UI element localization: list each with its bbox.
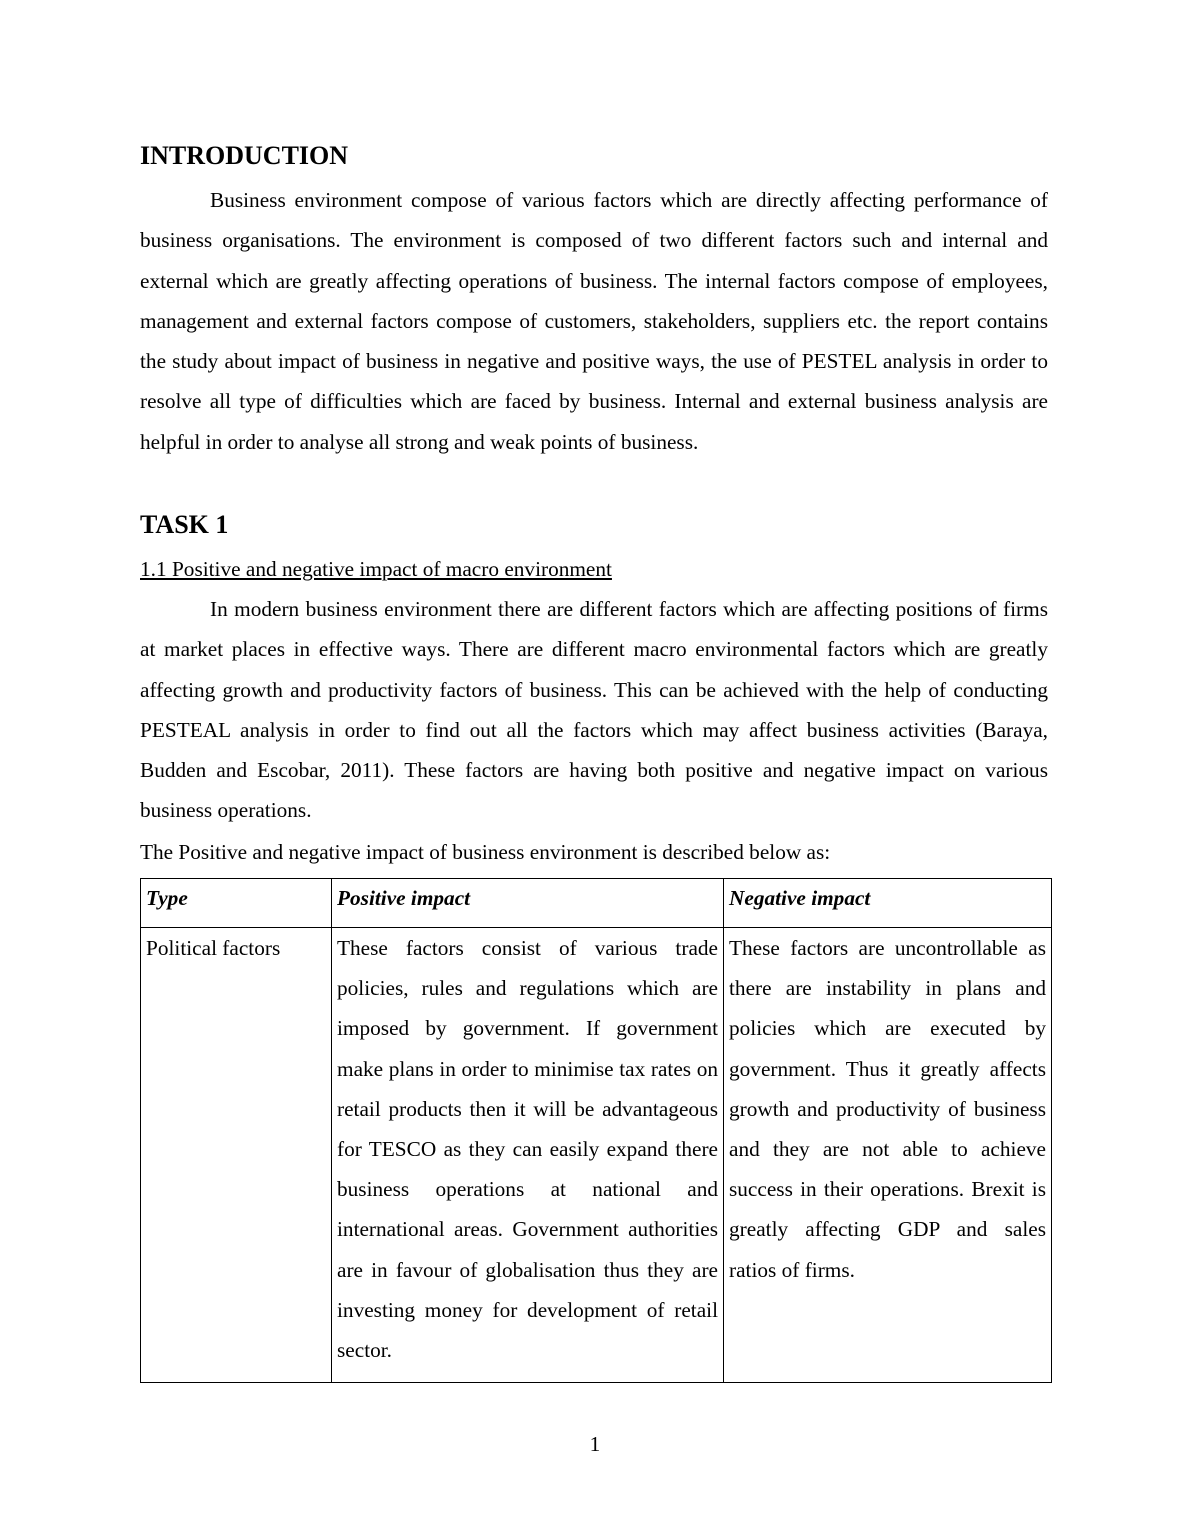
section-1-1-subheading: 1.1 Positive and negative impact of macro environment — [140, 557, 612, 581]
header-type: Type — [141, 879, 332, 928]
header-positive-impact: Positive impact — [332, 879, 724, 928]
introduction-paragraph: Business environment compose of various factors which are directly affecting performance of business organisations. The environment is composed of two different factors such and internal and external which are greatly affecting operations of business. The internal factors compose of employees, management and external factors compose of customers, stakeholders, suppliers etc. the report contains the study about impact of business in negative and positive ways, the use of PESTEL analysis in order to resolve all type of difficulties which are faced by business. Internal and external business analysis are helpful in order to analyse all strong and weak points of business. — [140, 188, 1048, 454]
header-negative-impact: Negative impact — [724, 879, 1052, 928]
introduction-heading: INTRODUCTION — [140, 141, 349, 170]
task1-heading: TASK 1 — [140, 510, 229, 539]
table-intro-text: The Positive and negative impact of business environment is described below as: — [140, 840, 831, 864]
page-number: 1 — [589, 1432, 601, 1456]
table-row — [141, 928, 1052, 1383]
task1-paragraph: In modern business environment there are different factors which are affecting positions of firms at market places in effective ways. There are different macro environmental factors which are greatly affecting growth and productivity factors of business. This can be achieved with the help of conducting PESTEAL analysis in order to find out all the factors which may affect business activities (Baraya, Budden and Escobar, 2011). These factors are having both positive and negative impact on various business operations. — [140, 597, 1048, 823]
table-header-row — [141, 879, 1052, 928]
cell-negative-impact: These factors are uncontrollable as there are instability in plans and policies which are executed by government. Thus it greatly affects growth and productivity of business and they are not able to achieve success in their operations. Brexit is greatly affecting GDP and sales ratios of firms. — [724, 928, 1052, 1383]
cell-type: Political factors — [141, 928, 332, 1383]
cell-positive-impact: These factors consist of various trade policies, rules and regulations which are imposed by government. If government make plans in order to minimise tax rates on retail products then it will be advantageous for TESCO as they can easily expand there business operations at national and international areas. Government authorities are in favour of globalisation thus they are investing money for development of retail sector. — [332, 928, 724, 1383]
impact-table — [140, 878, 1052, 1383]
